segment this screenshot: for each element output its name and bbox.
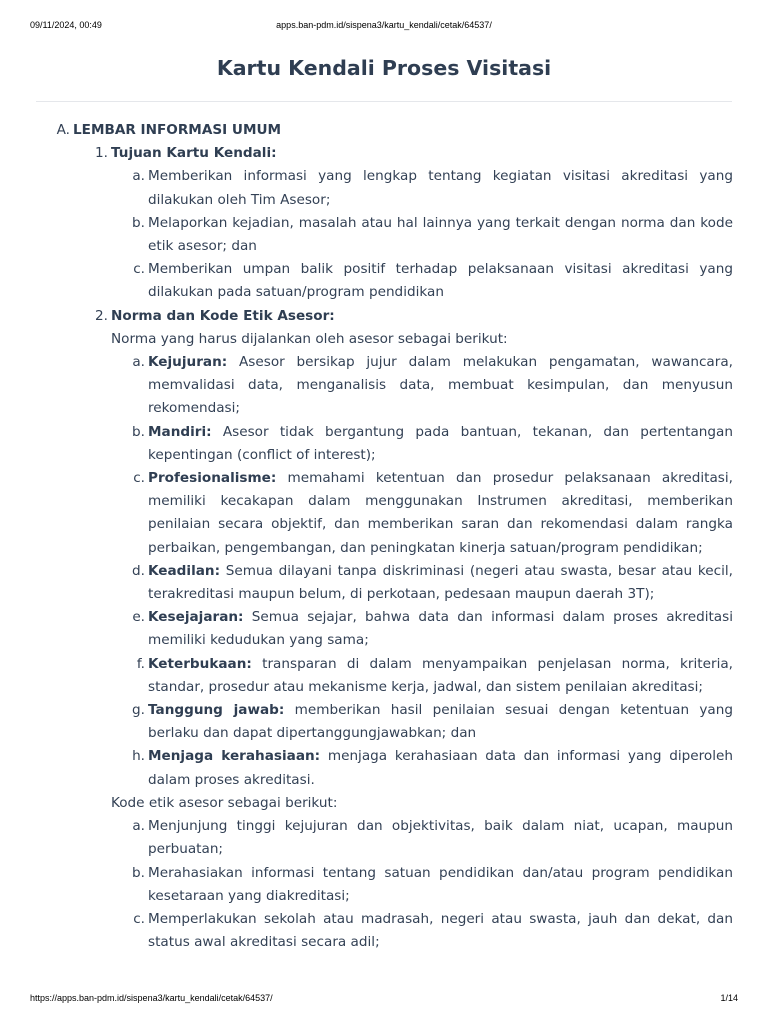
list-marker: h. [132,748,145,765]
list-item-text: Menjunjung tinggi kejujuran dan objektivitas, baik dalam niat, ucapan, maupun perbuatan; [148,818,733,858]
norma-term: Keadilan: [148,562,221,579]
list-item-text: Asesor bersikap jujur dalam melakukan pengamatan, wawancara, memvalidasi data, menganalisis data, membuat kesimpulan, dan menyusun rekomendasi; [148,354,733,417]
list-item [0,212,768,258]
list-item [0,165,768,211]
list-marker: A. [56,122,70,138]
list-marker: a. [132,168,145,185]
list-item [0,560,768,606]
title-divider [36,101,732,102]
list-marker: 2. [95,307,108,324]
list-item [0,745,768,791]
list-marker: g. [132,702,145,719]
list-item-text: Memberikan informasi yang lengkap tentang kegiatan visitasi akreditasi yang dilakukan oleh Tim Asesor; [148,168,733,208]
list-marker: b. [132,214,145,231]
norma-term: Tanggung jawab: [148,702,285,719]
list-marker: b. [132,864,145,881]
list-item [0,908,768,954]
list-marker: a. [132,354,145,371]
list-item-text: Merahasiakan informasi tentang satuan pendidikan dan/atau program pendidikan kesetaraan yang diakreditasi; [148,864,733,904]
list-item [0,699,768,745]
norma-term: Keterbukaan: [148,655,252,672]
norma-intro: Norma yang harus dijalankan oleh asesor sebagai berikut: [111,330,508,347]
item-heading: Norma dan Kode Etik Asesor: [111,307,335,324]
list-marker: 1. [95,145,108,162]
norma-term: Profesionalisme: [148,470,277,487]
list-item-text: Asesor tidak bergantung pada bantuan, tekanan, dan pertentangan kepentingan (conflict of interest); [148,423,733,463]
list-item [0,606,768,652]
section-a-heading [0,119,768,142]
list-marker: c. [133,910,145,927]
list-item [0,421,768,467]
item-1-heading [0,142,768,165]
list-marker: b. [132,423,145,440]
list-item-text: memahami ketentuan dan prosedur pelaksanaan akreditasi, memiliki kecakapan dalam menggunakan Instrumen akreditasi, memberikan penilaian secara objektif, dan memberikan saran dan rekomendasi dalam rangka perbaikan, pengembangan, dan peningkatan kinerja satuan/program pendidikan; [148,470,733,556]
page-number: 1/14 [720,993,738,1003]
section-heading: LEMBAR INFORMASI UMUM [73,122,282,138]
list-item-text: menjaga kerahasiaan data dan informasi yang diperoleh dalam proses akreditasi. [148,748,733,788]
list-marker: c. [133,470,145,487]
norma-term: Menjaga kerahasiaan: [148,748,321,765]
list-marker: a. [132,818,145,835]
list-item [0,815,768,861]
list-marker: d. [132,562,145,579]
item-2-heading [0,305,768,328]
item-heading: Tujuan Kartu Kendali: [111,145,277,162]
list-item [0,653,768,699]
list-item [0,258,768,304]
list-item-text: Semua sejajar, bahwa data dan informasi dalam proses akreditasi memiliki kedudukan yang sama; [148,609,733,649]
footer-url: https://apps.ban-pdm.id/sispena3/kartu_kendali/cetak/64537/ [30,993,273,1003]
page-title: Kartu Kendali Proses Visitasi [216,56,552,80]
print-datetime: 09/11/2024, 00:49 [30,20,102,30]
list-marker: f. [136,655,145,672]
norma-term: Kesejajaran: [148,609,244,626]
print-url: apps.ban-pdm.id/sispena3/kartu_kendali/cetak/64537/ [276,20,492,30]
list-marker: c. [133,261,145,278]
list-marker: e. [132,609,145,626]
list-item [0,351,768,421]
norma-term: Mandiri: [148,423,212,440]
norma-term: Kejujuran: [148,354,228,371]
list-item-text: memberikan hasil penilaian sesuai dengan ketentuan yang berlaku dan dapat dipertanggungjawabkan; dan [148,702,733,742]
list-item-text: Melaporkan kejadian, masalah atau hal lainnya yang terkait dengan norma dan kode etik asesor; dan [148,214,733,255]
list-item [0,467,768,560]
kode-etik-intro: Kode etik asesor sebagai berikut: [111,794,338,811]
list-item-text: transparan di dalam menyampaikan penjelasan norma, kriteria, standar, prosedur atau mekanisme kerja, jadwal, dan sistem penilaian akreditasi; [148,655,733,695]
list-item [0,862,768,908]
list-item-text: Memperlakukan sekolah atau madrasah, negeri atau swasta, jauh dan dekat, dan status awal akreditasi secara adil; [148,910,733,951]
list-item-text: Memberikan umpan balik positif terhadap pelaksanaan visitasi akreditasi yang dilakukan pada satuan/program pendidikan [148,261,733,301]
list-item-text: Semua dilayani tanpa diskriminasi (negeri atau swasta, besar atau kecil, terakreditasi maupun belum, di perkotaan, pedesaan maupun daerah 3T); [148,562,733,603]
document-body [0,119,768,954]
